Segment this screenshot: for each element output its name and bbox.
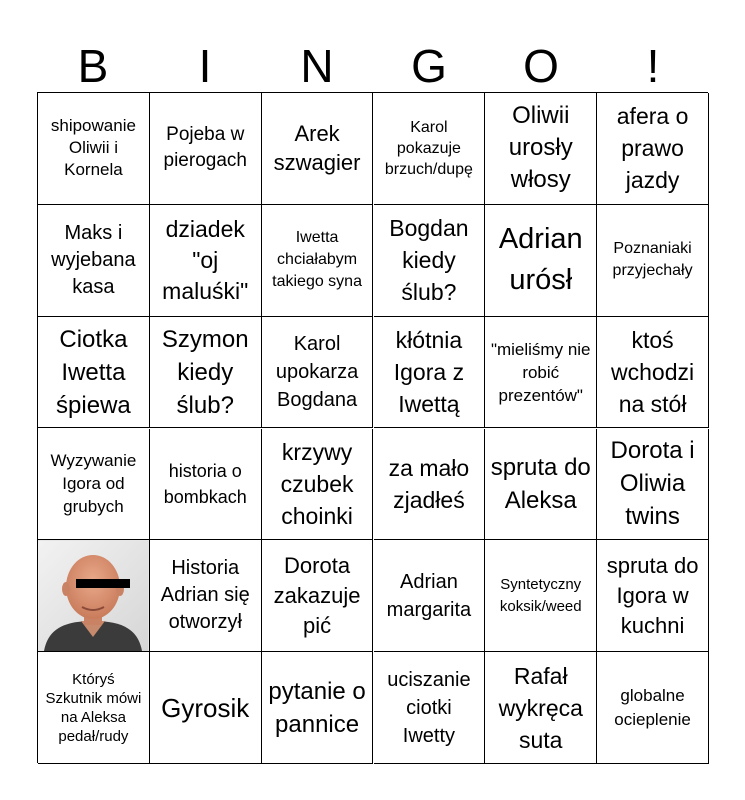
bingo-header bbox=[37, 40, 708, 92]
bingo-cell[interactable] bbox=[597, 93, 709, 205]
cell-text: historia o bombkach bbox=[163, 460, 247, 507]
cell-text: spruta do Aleksa bbox=[490, 453, 591, 514]
cell-text: Bogdan kiedy ślub? bbox=[389, 215, 469, 306]
bingo-cell[interactable] bbox=[597, 205, 709, 317]
cell-text: Dorota i Oliwia twins bbox=[610, 437, 695, 531]
cell-text: Dorota zakazuje pić bbox=[273, 552, 361, 638]
cell-text: afera o prawo jazdy bbox=[616, 103, 689, 194]
cell-text: ktoś wchodzi na stół bbox=[611, 327, 695, 418]
bingo-cell[interactable] bbox=[262, 429, 374, 541]
cell-text: za mało zjadłeś bbox=[388, 454, 470, 513]
bingo-cell[interactable] bbox=[150, 652, 262, 764]
bingo-cell[interactable] bbox=[374, 429, 486, 541]
bingo-cell[interactable] bbox=[374, 540, 486, 652]
bingo-cell[interactable] bbox=[597, 429, 709, 541]
cell-text: "mieliśmy nie robić prezentów" bbox=[490, 339, 591, 405]
cell-text: Oliwii urosły włosy bbox=[508, 102, 573, 194]
bingo-cell[interactable] bbox=[150, 429, 262, 541]
cell-text: spruta do Igora w kuchni bbox=[606, 552, 699, 638]
cell-text: Rafał wykręca suta bbox=[498, 662, 583, 753]
cell-text: shipowanie Oliwii i Kornela bbox=[50, 116, 136, 180]
cell-text: kłótnia Igora z Iwettą bbox=[393, 327, 465, 418]
cell-text: Ciotka Iwetta śpiewa bbox=[56, 325, 131, 419]
bingo-cell[interactable] bbox=[150, 93, 262, 205]
cell-text: Historia Adrian się otworzył bbox=[160, 557, 250, 634]
cell-text: Poznaniaki przyjechały bbox=[612, 240, 693, 280]
bingo-cell[interactable] bbox=[262, 205, 374, 317]
bingo-cell[interactable] bbox=[374, 205, 486, 317]
header-letter-o: O bbox=[523, 40, 559, 92]
cell-text: Maks i wyjebana kasa bbox=[51, 221, 136, 298]
cell-text: Pojeba w pierogach bbox=[163, 124, 247, 172]
cell-text: Któryś Szkutnik mówi na Aleksa pedał/rudy bbox=[45, 670, 142, 745]
bingo-cell[interactable] bbox=[38, 93, 150, 205]
cell-text: Adrian margarita bbox=[386, 570, 472, 621]
cell-text: dziadek "oj maluśki" bbox=[162, 215, 249, 304]
cell-text: Karol upokarza Bogdana bbox=[275, 333, 359, 412]
bingo-cell[interactable] bbox=[262, 540, 374, 652]
header-letter-exclamation: ! bbox=[646, 40, 660, 92]
portrait-photo bbox=[38, 541, 148, 651]
bingo-cell[interactable] bbox=[38, 317, 150, 429]
cell-text: krzywy czubek choinki bbox=[280, 438, 354, 529]
cell-text: globalne ocieplenie bbox=[614, 685, 691, 729]
bingo-cell[interactable] bbox=[150, 540, 262, 652]
cell-text: pytanie o pannice bbox=[268, 677, 366, 738]
cell-text: Gyrosik bbox=[161, 692, 250, 723]
cell-text: Iwetta chciałabym takiego syna bbox=[272, 229, 362, 291]
bingo-grid bbox=[37, 92, 708, 763]
bingo-cell[interactable] bbox=[485, 93, 597, 205]
bingo-cell[interactable] bbox=[38, 652, 150, 764]
bingo-cell[interactable] bbox=[485, 429, 597, 541]
bingo-cell[interactable] bbox=[485, 317, 597, 429]
bingo-cell[interactable] bbox=[485, 652, 597, 764]
bingo-cell[interactable] bbox=[262, 93, 374, 205]
portrait-photo-cell[interactable] bbox=[38, 540, 150, 652]
cell-text: Wyzywanie Igora od grubych bbox=[50, 451, 137, 517]
bingo-cell[interactable] bbox=[262, 652, 374, 764]
bingo-cell[interactable] bbox=[597, 540, 709, 652]
header-letter-g: G bbox=[411, 40, 447, 92]
cell-text: Szymon kiedy ślub? bbox=[161, 325, 249, 419]
bingo-cell[interactable] bbox=[374, 652, 486, 764]
bingo-cell[interactable] bbox=[374, 93, 486, 205]
bingo-cell[interactable] bbox=[597, 317, 709, 429]
cell-text: Karol pokazuje brzuch/dupę bbox=[384, 118, 473, 178]
cell-text: uciszanie ciotki Iwetty bbox=[387, 668, 471, 747]
header-letter-i: I bbox=[198, 40, 212, 92]
bingo-cell[interactable] bbox=[597, 652, 709, 764]
cell-text: Arek szwagier bbox=[273, 121, 361, 176]
bingo-cell[interactable] bbox=[150, 205, 262, 317]
bingo-cell[interactable] bbox=[150, 317, 262, 429]
header-letter-b: B bbox=[77, 40, 109, 92]
bingo-cell[interactable] bbox=[485, 205, 597, 317]
bingo-cell[interactable] bbox=[374, 317, 486, 429]
header-letter-n: N bbox=[300, 40, 334, 92]
bingo-cell[interactable] bbox=[38, 429, 150, 541]
bingo-cell[interactable] bbox=[262, 317, 374, 429]
bingo-cell[interactable] bbox=[38, 205, 150, 317]
cell-text: Adrian urósł bbox=[498, 223, 583, 297]
cell-text: Syntetyczny koksik/weed bbox=[499, 575, 582, 615]
bingo-cell[interactable] bbox=[485, 540, 597, 652]
